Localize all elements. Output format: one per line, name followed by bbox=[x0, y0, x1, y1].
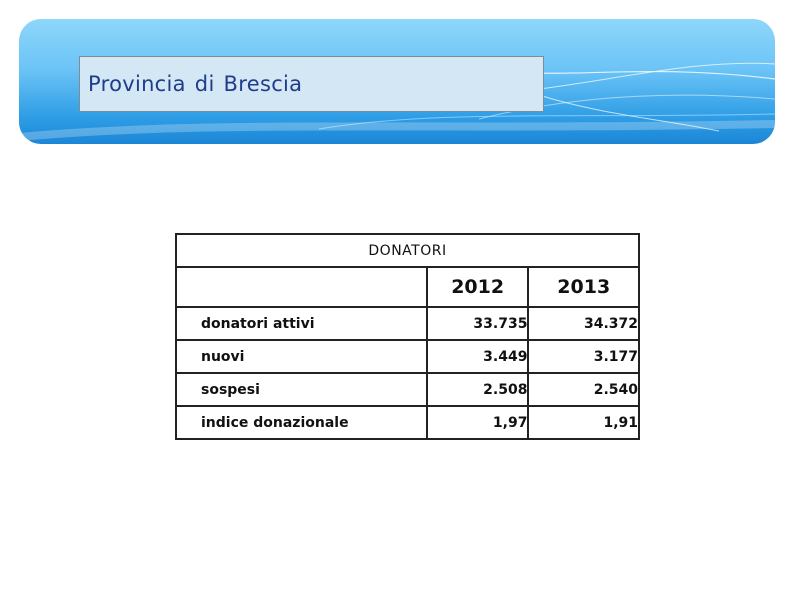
row-label: sospesi bbox=[176, 373, 427, 406]
row-label: indice donazionale bbox=[176, 406, 427, 439]
value-2013: 1,91 bbox=[528, 406, 639, 439]
row-label: donatori attivi bbox=[176, 307, 427, 340]
row-label: nuovi bbox=[176, 340, 427, 373]
table-caption-row bbox=[176, 234, 639, 267]
year-header-2013: 2013 bbox=[528, 267, 639, 307]
table-caption: DONATORI bbox=[176, 234, 639, 267]
value-2013: 34.372 bbox=[528, 307, 639, 340]
table-row bbox=[176, 340, 639, 373]
donatori-table bbox=[175, 233, 640, 440]
table-row bbox=[176, 373, 639, 406]
value-2012: 1,97 bbox=[427, 406, 529, 439]
value-2013: 2.540 bbox=[528, 373, 639, 406]
table-row bbox=[176, 406, 639, 439]
header-empty-cell bbox=[176, 267, 427, 307]
page-title: Provincia di Brescia bbox=[88, 72, 303, 96]
table-row bbox=[176, 307, 639, 340]
value-2013: 3.177 bbox=[528, 340, 639, 373]
value-2012: 33.735 bbox=[427, 307, 529, 340]
year-header-2012: 2012 bbox=[427, 267, 529, 307]
title-box bbox=[79, 56, 544, 112]
table-header-row bbox=[176, 267, 639, 307]
value-2012: 2.508 bbox=[427, 373, 529, 406]
value-2012: 3.449 bbox=[427, 340, 529, 373]
